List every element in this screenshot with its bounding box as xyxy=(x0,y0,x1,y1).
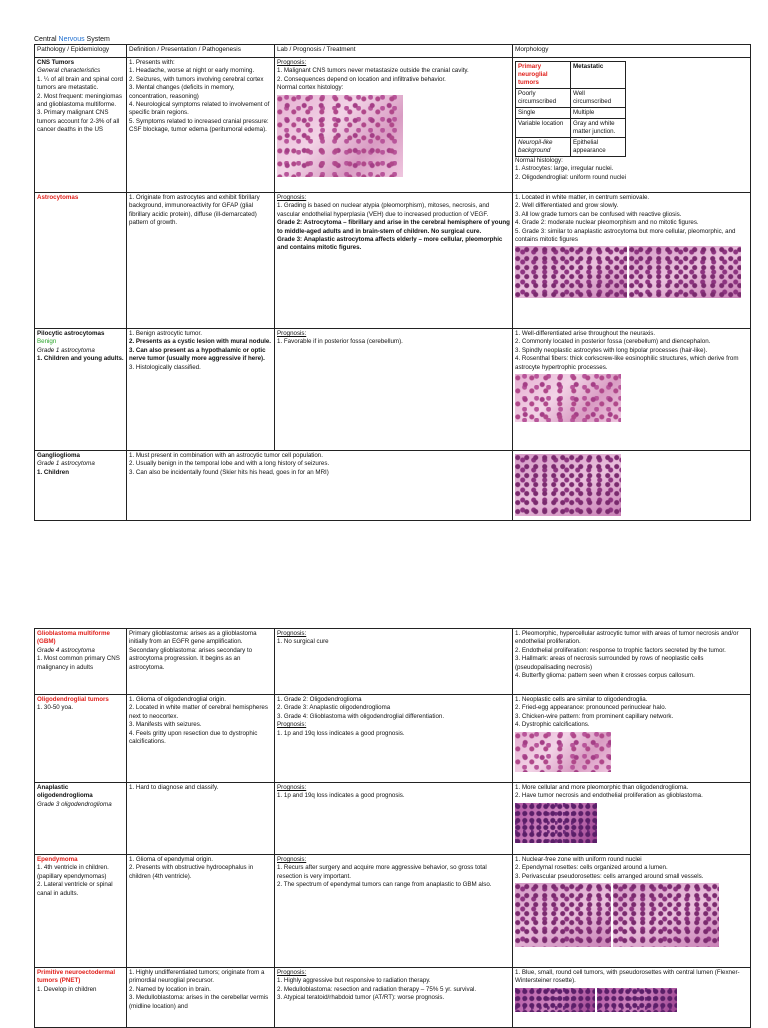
text: 4. Feels gritty upon resection due to dystrophic calcifications. xyxy=(129,729,258,746)
cell: Primary neuroglial tumors xyxy=(516,62,571,89)
text: Normal histology: xyxy=(515,157,563,164)
row-ganglioglioma xyxy=(35,451,751,521)
text: 1. Glioma of ependymal origin. xyxy=(129,856,213,863)
cell-gbm-col2 xyxy=(127,629,275,695)
text: 1. Highly undifferentiated tumors; originate from a primordial neuroglial precursor. xyxy=(129,969,265,985)
text: 2. Fried-egg appearance: pronounced perinuclear halo. xyxy=(515,704,667,712)
cell-astro-col4 xyxy=(513,193,751,329)
text: 3. Medulloblastoma: arises in the cerebellar vermis (midline location) and xyxy=(129,994,269,1010)
text: Grade 1 astrocytoma xyxy=(37,460,95,468)
text: Grade 2: Astrocytoma – fibrillary and arise in the cerebral hemisphere of young to middle-aged adults and in brain-stem of children. No surgical cure. xyxy=(277,219,510,235)
text: 3. All low grade tumors can be confused with reactive gliosis. xyxy=(515,210,682,218)
header-pathology: Pathology / Epidemiology xyxy=(35,45,127,58)
text: General characteristics xyxy=(37,67,101,75)
histology-image-anaplastic-oligo xyxy=(515,803,597,843)
text: 1. Nuclear-free zone with uniform round nuclei xyxy=(515,856,642,863)
text: 2. Presents with obstructive hydrocephalus in children (4th ventricle). xyxy=(129,864,254,880)
text: Prognosis: xyxy=(277,59,307,66)
histology-image-oligodendroglioma xyxy=(515,732,611,772)
text: 3. Can also be incidentally found (Skier hits his head, goes in for an MRI) xyxy=(129,468,329,476)
text: 2. The spectrum of ependymal tumors can range from anaplastic to GBM also. xyxy=(277,881,492,889)
text: 3. Histologically classified. xyxy=(129,363,201,371)
text: 1. Grade 2: Oligodendroglioma xyxy=(277,696,362,703)
text: 1. Hard to diagnose and classify. xyxy=(129,784,219,791)
text: Benign xyxy=(37,338,57,346)
cell-gbm-col3 xyxy=(275,629,513,695)
text: 2. Ependymal rosettes: cells organized around a lumen. xyxy=(515,864,668,872)
text: 3. Atypical teratoid/rhabdoid tumor (AT/RT): worse prognosis. xyxy=(277,994,445,1002)
text: Pilocytic astrocytomas xyxy=(37,330,105,337)
text: 1. Recurs after surgery and acquire more aggressive behavior, so gross total resection is very important. xyxy=(277,864,487,880)
cell: Single xyxy=(516,108,571,119)
text: Prognosis: xyxy=(277,330,307,337)
text: 1. Grading is based on nuclear atypia (pleomorphism), mitoses, necrosis, and vascular endothelial hyperplasia (VEH) due to increased production of VEGF. xyxy=(277,202,490,218)
text: 1. Located in white matter, in centrum semiovale. xyxy=(515,194,650,201)
text: 3. Hallmark: areas of necrosis surrounded by rows of neoplastic cells (pseudopalisading necrosis) xyxy=(515,655,704,671)
text: 1. Develop in children xyxy=(37,985,97,993)
text: 2. Oligodendroglial: uniform round nuclei xyxy=(515,173,627,181)
title-word-1: Central xyxy=(34,36,59,43)
text: 3. Mental changes (deficits in memory, concentration, reasoning) xyxy=(129,84,235,100)
text: 1. Children and young adults. xyxy=(37,355,124,363)
text: 3. Can also present as a hypothalamic or optic nerve tumor (usually more aggressive if here). xyxy=(129,346,266,363)
cell-gbm-col4 xyxy=(513,629,751,695)
histology-image-ependymoma-2 xyxy=(613,883,719,947)
cell-oligo-col4 xyxy=(513,695,751,783)
text: 2. Seizures, with tumors involving cerebral cortex xyxy=(129,75,264,83)
cell-epen-col1 xyxy=(35,855,127,968)
text: 1. Benign astrocytic tumor. xyxy=(129,330,202,337)
text: Secondary glioblastoma: arises secondary to astrocytoma progression. It begins as an astrocytoma. xyxy=(129,646,253,671)
cell-pnet-col4 xyxy=(513,968,751,1028)
cell-pilo-col3 xyxy=(275,329,513,451)
text: 1. Pleomorphic, hypercellular astrocytic tumor with areas of tumor necrosis and/or endothelial proliferation. xyxy=(515,630,739,646)
cell: Well circumscribed xyxy=(571,89,626,108)
text: 1. Blue, small, round cell tumors, with pseudorosettes with central lumen (Flexner-Wintersteiner rosette). xyxy=(515,969,740,985)
text: 1. Glioma of oligodendroglial origin. xyxy=(129,696,226,703)
cell-cns-col4 xyxy=(513,58,751,193)
text: Ependymoma xyxy=(37,856,78,863)
histology-image-normal-cortex xyxy=(277,95,403,177)
cell-epen-col4 xyxy=(513,855,751,968)
cns-table-page-1 xyxy=(34,44,751,521)
text: 2. Endothelial proliferation: response to trophic factors secreted by the tumor. xyxy=(515,646,726,654)
cell-pnet-col1 xyxy=(35,968,127,1028)
text: 1. Highly aggressive but responsive to radiation therapy. xyxy=(277,977,431,985)
cell-cns-col3 xyxy=(275,58,513,193)
text: Grade 1 astrocytoma xyxy=(37,346,95,354)
document-title xyxy=(34,36,110,43)
cell-astro-col1 xyxy=(35,193,127,329)
cell-epen-col2 xyxy=(127,855,275,968)
histology-image-astrocytoma-2 xyxy=(629,246,741,298)
text: Anaplastic oligodendroglioma xyxy=(37,784,93,800)
cell-oligo-col2 xyxy=(127,695,275,783)
text: Glioblastoma multiforme (GBM) xyxy=(37,630,110,646)
text: 4. Neurological symptoms related to involvement of specific brain regions. xyxy=(129,101,270,117)
row-anaplastic-oligo xyxy=(35,783,751,855)
text: 1. Presents with: xyxy=(129,59,175,66)
text: 2. Medulloblastoma: resection and radiation therapy – 75% 5 yr. survival. xyxy=(277,985,477,993)
text: 4. Dystrophic calcifications. xyxy=(515,721,590,729)
text: 1. Favorable if in posterior fossa (cerebellum). xyxy=(277,338,403,346)
text: 1. Must present in combination with an astrocytic tumor cell population. xyxy=(129,452,323,459)
text: 1. Well-differentiated arise throughout the neuraxis. xyxy=(515,330,656,337)
histology-image-ependymoma-1 xyxy=(515,883,611,947)
title-word-3: System xyxy=(84,36,110,43)
text: 2. Grade 3: Anaplastic oligodendroglioma xyxy=(277,704,391,712)
text: 1. 1p and 19q loss indicates a good prognosis. xyxy=(277,729,405,737)
title-word-2: Nervous xyxy=(58,36,85,43)
text: 2. Commonly located in posterior fossa (cerebellum) and diencephalon. xyxy=(515,338,711,346)
histology-image-astrocytoma-1 xyxy=(515,246,627,298)
text: 1. Originate from astrocytes and exhibit fibrillary background, immunoreactivity for GFAP (glial fibrillary acidic protein), diffuse (ill-demarcated) pattern of growth. xyxy=(129,194,260,227)
text: 1. 4th ventricle in children. (papillary ependymomas) xyxy=(37,864,109,880)
text: Normal cortex histology: xyxy=(277,84,344,92)
header-definition: Definition / Presentation / Pathogenesis xyxy=(127,45,275,58)
cell-anap-col4 xyxy=(513,783,751,855)
cell-gangl-col4 xyxy=(513,451,751,521)
cell-gangl-col1 xyxy=(35,451,127,521)
text: 2. Lateral ventricle or spinal canal in adults. xyxy=(37,881,113,897)
cell-gangl-col2 xyxy=(127,451,513,521)
text: 2. Most frequent: meningiomas and glioblastoma multiforme. xyxy=(37,92,122,109)
text: 2. Usually benign in the temporal lobe and with a long history of seizures. xyxy=(129,460,330,468)
text: 1. Children xyxy=(37,468,69,476)
text: 2. Well differentiated and grow slowly. xyxy=(515,202,619,210)
text: Grade 3: Anaplastic astrocytoma affects elderly – more cellular, pleomorphic and contains mitotic figures. xyxy=(277,236,503,252)
text: 4. Rosenthal fibers: thick corkscrew-like eosinophilic structures, which derive from astrocyte hypertrophic processes. xyxy=(515,355,739,371)
cell: Metastatic xyxy=(571,62,626,89)
text: Prognosis: xyxy=(277,856,307,863)
text: Grade 3 oligodendroglioma xyxy=(37,800,112,808)
text: 1. No surgical cure xyxy=(277,638,329,646)
row-gbm xyxy=(35,629,751,695)
row-ependymoma xyxy=(35,855,751,968)
histology-image-ganglioglioma xyxy=(515,454,621,516)
cell-pilo-col1 xyxy=(35,329,127,451)
text: 1. Most common primary CNS malignancy in adults xyxy=(37,655,120,671)
text: 3. Grade 4: Glioblastoma with oligodendroglial differentiation. xyxy=(277,712,445,720)
row-cns-tumors xyxy=(35,58,751,193)
text: 1. 1p and 19q loss indicates a good prognosis. xyxy=(277,792,405,800)
text: Prognosis: xyxy=(277,630,307,637)
cns-table-page-2 xyxy=(34,628,751,1028)
cell-anap-col2 xyxy=(127,783,275,855)
row-astrocytomas xyxy=(35,193,751,329)
primary-vs-metastatic-table xyxy=(515,61,626,157)
header-lab: Lab / Prognosis / Treatment xyxy=(275,45,513,58)
text: 5. Symptoms related to increased cranial pressure: CSF blockage, tumor edema (peritumoral edema). xyxy=(129,117,269,134)
text: 3. Manifests with seizures. xyxy=(129,721,202,729)
cell-gbm-col1 xyxy=(35,629,127,695)
text: 1. Neoplastic cells are similar to oligodendroglia. xyxy=(515,696,648,703)
text: Grade 4 astrocytoma xyxy=(37,646,95,654)
text: 1. More cellular and more pleomorphic than oligodendroglioma. xyxy=(515,784,689,791)
cell-oligo-col1 xyxy=(35,695,127,783)
histology-image-pilocytic xyxy=(515,374,621,422)
row-pnet xyxy=(35,968,751,1028)
cell: Neuropil-like background xyxy=(516,138,571,157)
row-pilocytic xyxy=(35,329,751,451)
cell-pnet-col3 xyxy=(275,968,513,1028)
text: 3. Primary malignant CNS tumors account for 2-3% of all cancer deaths in the US xyxy=(37,109,120,134)
text: 1. ¼ of all brain and spinal cord tumors are metastatic. xyxy=(37,75,123,92)
cell-pilo-col2 xyxy=(127,329,275,451)
text: 2. Named by location in brain. xyxy=(129,985,211,993)
text: 1. Astrocytes: large, irregular nuclei. xyxy=(515,165,614,173)
text: CNS Tumors xyxy=(37,59,75,66)
text: Prognosis: xyxy=(277,194,307,201)
text: Prognosis: xyxy=(277,969,307,976)
text: Primitive neuroectodermal tumors (PNET) xyxy=(37,969,116,985)
text: 1. Headache, worse at night or early morning. xyxy=(129,67,255,75)
cell-anap-col3 xyxy=(275,783,513,855)
text: Ganglioglioma xyxy=(37,452,80,459)
text: 1. 30-50 yoa. xyxy=(37,704,74,712)
text: Prognosis: xyxy=(277,721,307,729)
cell: Poorly circumscribed xyxy=(516,89,571,108)
header-morphology: Morphology xyxy=(513,45,751,58)
cell-cns-col2 xyxy=(127,58,275,193)
text: 2. Located in white matter of cerebral hemispheres next to neocortex. xyxy=(129,704,268,720)
cell-pilo-col4 xyxy=(513,329,751,451)
histology-image-pnet-2 xyxy=(597,988,677,1012)
text: 4. Grade 2: moderate nuclear pleomorphism and no mitotic figures. xyxy=(515,219,699,227)
cell: Variable location xyxy=(516,119,571,138)
text: Oligodendroglial tumors xyxy=(37,696,109,703)
text: 4. Butterfly glioma: pattern seen when it crosses corpus callosum. xyxy=(515,672,695,680)
text: 2. Have tumor necrosis and endothelial proliferation as glioblastoma. xyxy=(515,792,703,800)
text: 2. Presents as a cystic lesion with mural nodule. xyxy=(129,338,272,346)
text: 3. Spindly neoplastic astrocytes with long bipolar processes (hair-like). xyxy=(515,346,708,354)
cell-pnet-col2 xyxy=(127,968,275,1028)
text: Astrocytomas xyxy=(37,194,79,201)
row-oligodendroglial xyxy=(35,695,751,783)
histology-image-pnet-1 xyxy=(515,988,595,1012)
text: 2. Consequences depend on location and infiltrative behavior. xyxy=(277,75,446,83)
cell-oligo-col3 xyxy=(275,695,513,783)
text: Prognosis: xyxy=(277,784,307,791)
cell: Gray and white matter junction. xyxy=(571,119,626,138)
cell-cns-col1 xyxy=(35,58,127,193)
cell-astro-col3 xyxy=(275,193,513,329)
text: 5. Grade 3: similar to anaplastic astrocytoma but more cellular, pleomorphic, and contains mitotic figures xyxy=(515,227,736,244)
text: 1. Malignant CNS tumors never metastasize outside the cranial cavity. xyxy=(277,67,469,75)
text: Primary glioblastoma: arises as a glioblastoma initially from an EGFR gene amplification. xyxy=(129,630,257,646)
cell-astro-col2 xyxy=(127,193,275,329)
text: 3. Perivascular pseudorosettes: cells arranged around small vessels. xyxy=(515,872,704,880)
cell: Epithelial appearance xyxy=(571,138,626,157)
cell-anap-col1 xyxy=(35,783,127,855)
cell-epen-col3 xyxy=(275,855,513,968)
cell: Multiple xyxy=(571,108,626,119)
text: 3. Chicken-wire pattern: from prominent capillary network. xyxy=(515,712,674,720)
